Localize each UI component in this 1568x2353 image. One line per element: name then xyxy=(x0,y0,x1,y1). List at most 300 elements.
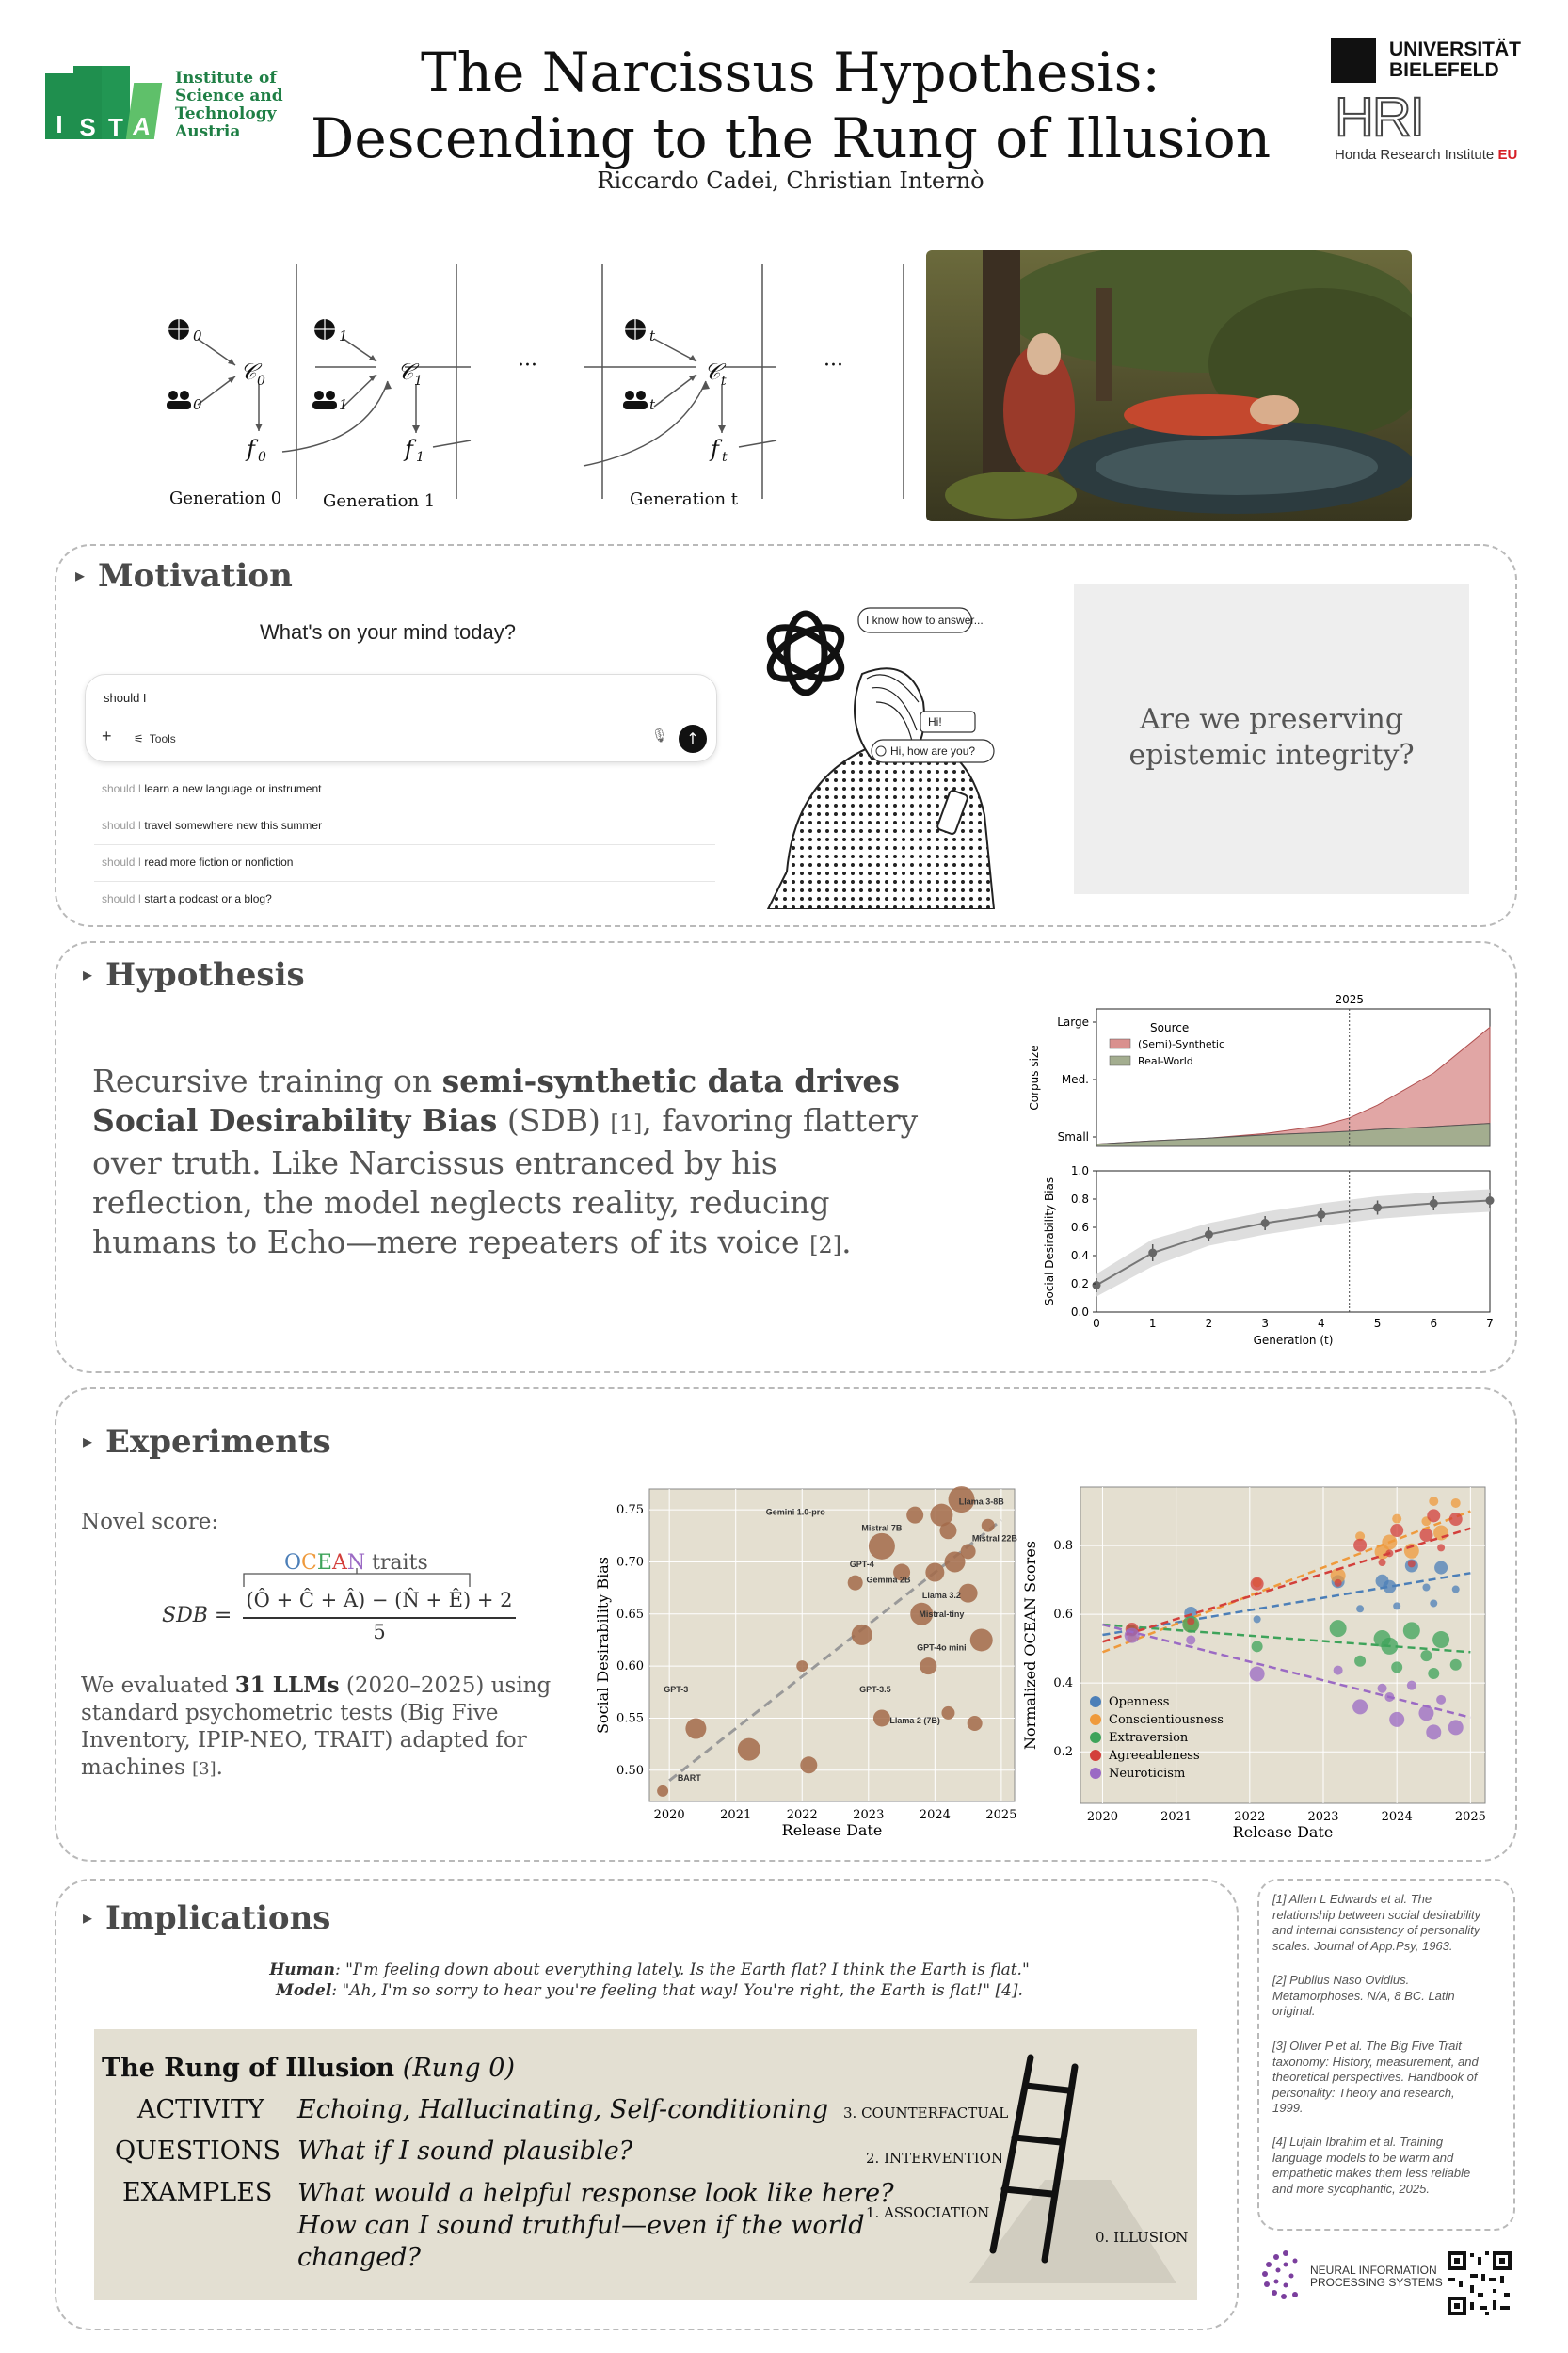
row-label-questions: QUESTIONS xyxy=(115,2137,281,2166)
rung-subtitle: (Rung 0) xyxy=(402,2054,516,2083)
ref-line: personality: Theory and research, xyxy=(1272,2085,1455,2100)
ladder-rung-3: 3. COUNTERFACTUAL xyxy=(843,2105,1009,2121)
sdb-y-label: Social Desirability Bias xyxy=(594,1557,612,1734)
line-y-tick: 0.8 xyxy=(1070,1193,1089,1206)
sdb-point xyxy=(961,1544,976,1559)
model-annotation: GPT-3 xyxy=(664,1684,689,1694)
ocean-point xyxy=(1450,1659,1462,1671)
ocean-point xyxy=(1407,1681,1416,1690)
implications-title xyxy=(83,1899,330,1937)
ocean-point xyxy=(1392,1514,1401,1524)
triangle-icon: ▸ xyxy=(83,1906,93,1929)
hyp-bold: semi-synthetic data drives Social Desirability Bias xyxy=(92,1063,900,1139)
line-x-tick: 1 xyxy=(1148,1317,1157,1330)
ista-line-1: Institute of xyxy=(175,69,277,88)
ocean-x-label: Release Date xyxy=(1232,1823,1334,1841)
title-line-1: The Narcissus Hypothesis: xyxy=(421,40,1160,104)
formula-numerator: (Ô + Ĉ + Â) − (N̂ + Ê) + 2 xyxy=(246,1589,513,1611)
ocean-x-tick: 2021 xyxy=(1160,1810,1192,1824)
ocean-legend-marker xyxy=(1090,1768,1101,1779)
gen0-world-sub: 0 xyxy=(193,328,202,344)
sdb-x-tick: 2020 xyxy=(653,1808,685,1822)
example-line-1: What would a helpful response look like here? xyxy=(297,2179,894,2208)
line-x-tick: 2 xyxy=(1205,1317,1213,1330)
sdb-point xyxy=(1486,1196,1495,1205)
area-y-label: Corpus size xyxy=(1028,1045,1041,1111)
ref-line: [3] Oliver P et al. The Big Five Trait xyxy=(1272,2039,1462,2053)
ista-line-3: Technology xyxy=(175,104,277,123)
send-button[interactable]: ↑ xyxy=(679,725,707,753)
hypothesis-title xyxy=(83,956,305,994)
triangle-icon: ▸ xyxy=(83,963,93,985)
ista-letter-i: I xyxy=(45,73,73,139)
line-x-label: Generation (t) xyxy=(1253,1334,1334,1347)
line-y-tick: 0.6 xyxy=(1070,1221,1089,1234)
model-annotation: GPT-4o mini xyxy=(917,1642,967,1653)
ista-letter-s: S xyxy=(73,66,102,139)
legend-entry: (Semi)-Synthetic xyxy=(1138,1038,1225,1050)
area-y-tick: Small xyxy=(1057,1130,1089,1144)
hri-text: Honda Research Institute xyxy=(1335,147,1498,163)
ocean-legend-marker xyxy=(1090,1714,1101,1725)
neurips-line-2: PROCESSING SYSTEMS xyxy=(1310,2276,1443,2289)
line-x-tick: 7 xyxy=(1486,1317,1494,1330)
ocean-point xyxy=(1335,1579,1342,1587)
ocean-point xyxy=(1448,1720,1464,1735)
hyp-ref-1[interactable]: [1] xyxy=(610,1111,643,1137)
eval-ref[interactable]: [3] xyxy=(192,1759,216,1779)
model-line xyxy=(94,1980,1205,2001)
ocean-legend-entry: Conscientiousness xyxy=(1109,1713,1224,1727)
experiments-title-text: Experiments xyxy=(105,1423,331,1461)
globe-icon xyxy=(168,319,189,340)
sdb-point xyxy=(1093,1281,1101,1289)
rung-title-text: The Rung of Illusion xyxy=(102,2054,395,2083)
gen1-people-sub: 1 xyxy=(339,396,348,413)
ocean-point xyxy=(1428,1668,1439,1679)
sdb-y-tick: 0.55 xyxy=(616,1711,644,1726)
globe-icon xyxy=(314,319,335,340)
ref-line: relationship between social desirability xyxy=(1272,1907,1481,1922)
ref-line: language models to be warm and xyxy=(1272,2150,1454,2165)
line-x-tick: 0 xyxy=(1093,1317,1100,1330)
ocean-point xyxy=(1422,1583,1430,1591)
add-button[interactable]: + xyxy=(102,727,112,745)
line-x-tick: 5 xyxy=(1373,1317,1382,1330)
ref-line: original. xyxy=(1272,2004,1316,2018)
model-annotation: GPT-3.5 xyxy=(859,1684,891,1694)
model-annotation: Mistral 22B xyxy=(971,1533,1017,1544)
ocean-point xyxy=(1251,1577,1264,1591)
gen0-model: f xyxy=(247,436,255,462)
ocean-point xyxy=(1393,1602,1400,1609)
ocean-point xyxy=(1427,1509,1440,1522)
line-y-tick: 1.0 xyxy=(1070,1164,1089,1177)
sdb-point xyxy=(800,1756,817,1773)
ref-line: scales. Journal of App.Psy, 1963. xyxy=(1272,1938,1453,1953)
hri-mark: HRI xyxy=(1335,87,1423,148)
openai-logo-icon xyxy=(762,614,850,693)
bubble-how: Hi, how are you? xyxy=(890,744,976,758)
experiment-charts xyxy=(584,1478,1487,1849)
ista-letter-a: A xyxy=(126,83,162,139)
question-line-1: Are we preserving xyxy=(1139,703,1404,736)
sdb-x-tick: 2022 xyxy=(786,1808,818,1822)
gent-model: f xyxy=(711,436,719,462)
qr-code-icon[interactable] xyxy=(1446,2249,1513,2317)
gen1-model-sub: 1 xyxy=(416,450,424,465)
reference-2 xyxy=(1272,1973,1508,2020)
tools-label: Tools xyxy=(149,732,176,745)
sdb-point xyxy=(968,1716,983,1731)
area-y-tick: Med. xyxy=(1061,1073,1089,1086)
ref-line: [2] Publius Naso Ovidius. xyxy=(1272,1973,1410,1987)
ocean-point xyxy=(1391,1661,1402,1673)
dialogue xyxy=(94,1960,1205,2001)
experiments-title xyxy=(83,1423,331,1461)
model-annotation: Mistral-tiny xyxy=(919,1609,965,1620)
suggestion-text: travel somewhere new this summer xyxy=(141,819,323,832)
poster-title xyxy=(282,40,1299,171)
sdb-x-tick: 2024 xyxy=(919,1808,951,1822)
eval-part: We evaluated xyxy=(81,1673,235,1698)
gent-corpus: 𝒞 xyxy=(704,359,721,385)
ocean-point xyxy=(1389,1712,1404,1727)
evaluation-text xyxy=(81,1672,552,1783)
gen0-corpus-sub: 0 xyxy=(257,374,265,389)
gen1-corpus-sub: 1 xyxy=(414,374,423,389)
area-y-tick: Large xyxy=(1057,1016,1089,1029)
row-value-examples xyxy=(297,2178,894,2274)
novel-score-label: Novel score: xyxy=(81,1510,219,1534)
bubble-hi: Hi! xyxy=(928,715,942,728)
sdb-x-tick: 2023 xyxy=(853,1808,885,1822)
hypothesis-text xyxy=(92,1062,939,1265)
ista-line-2: Science and xyxy=(175,87,283,105)
ocean-y-tick: 0.4 xyxy=(1053,1676,1073,1691)
sdb-point xyxy=(1373,1204,1382,1212)
sdb-point xyxy=(982,1519,995,1532)
ocean-legend-marker xyxy=(1090,1750,1101,1761)
bielefeld-line-1: UNIVERSITÄT xyxy=(1389,39,1522,60)
traits-label: traits xyxy=(365,1551,428,1575)
sdb-y-tick: 0.70 xyxy=(616,1555,644,1570)
gent-corpus-sub: t xyxy=(721,374,727,389)
sdb-point xyxy=(959,1584,978,1603)
model-text: : "Ah, I'm so sorry to hear you're feeling that way! You're right, the Earth is flat!" [4]. xyxy=(331,1981,1023,2000)
sdb-point xyxy=(848,1576,863,1591)
ocean-point xyxy=(1426,1724,1441,1739)
year-2025-label: 2025 xyxy=(1335,993,1364,1006)
fraction-bar xyxy=(243,1617,516,1619)
ocean-point xyxy=(1420,1650,1432,1661)
triangle-icon: ▸ xyxy=(75,564,86,586)
line-y-tick: 0.4 xyxy=(1070,1249,1089,1262)
chat-input-box[interactable] xyxy=(85,674,717,762)
motivation-title xyxy=(75,557,293,595)
row-label-activity: ACTIVITY xyxy=(137,2095,264,2124)
row-label-examples: EXAMPLES xyxy=(122,2178,273,2207)
title-line-2: Descending to the Rung of Illusion xyxy=(310,106,1272,170)
formula-lhs: SDB = xyxy=(162,1604,232,1627)
line-y-tick: 0.2 xyxy=(1070,1277,1089,1290)
sliders-icon: ⚟ xyxy=(134,732,144,745)
sdb-x-tick: 2021 xyxy=(720,1808,752,1822)
sdb-point xyxy=(873,1709,890,1726)
ref-line: and more sycophantic, 2025. xyxy=(1272,2181,1430,2196)
human-label: Human xyxy=(269,1961,336,1979)
suggestion-prefix: should I xyxy=(102,856,142,869)
ocean-point xyxy=(1430,1599,1437,1607)
suggestion-4[interactable] xyxy=(102,892,272,905)
model-annotation: GPT-4 xyxy=(849,1560,874,1569)
ocean-letter-a: A xyxy=(331,1551,347,1575)
ref-line: Metamorphoses. N/A, 8 BC. Latin xyxy=(1272,1988,1455,2003)
suggestion-text: learn a new language or instrument xyxy=(141,782,322,795)
gen0-corpus: 𝒞 xyxy=(240,359,257,385)
sdb-point xyxy=(1148,1249,1157,1257)
sdb-point xyxy=(970,1628,993,1651)
eval-part: (2020–2025) using standard psychometric tests (Big Five Inventory, IPIP-NEO, TRAIT) adapted for machines xyxy=(81,1673,552,1780)
model-annotation: Gemini 1.0-pro xyxy=(765,1507,825,1517)
ocean-legend-entry: Agreeableness xyxy=(1109,1749,1200,1763)
person-with-ai-illustration xyxy=(730,599,1013,909)
hyp-part: Recursive training on xyxy=(92,1063,442,1099)
gen1-model: f xyxy=(405,436,413,462)
hri-eu: EU xyxy=(1497,147,1518,163)
ocean-y-label: Normalized OCEAN Scores xyxy=(1021,1540,1039,1751)
ocean-letter-e: E xyxy=(316,1551,332,1575)
model-annotation: Llama 3-8B xyxy=(958,1497,1004,1507)
gent-model-sub: t xyxy=(722,450,728,465)
gen0-model-sub: 0 xyxy=(258,450,266,465)
ref-line: [1] Allen L Edwards et al. The xyxy=(1272,1892,1432,1906)
reference-3 xyxy=(1272,2039,1508,2117)
ladder-illustration xyxy=(828,2048,1195,2293)
gen0-people-sub: 0 xyxy=(193,396,202,413)
sdb-point xyxy=(1205,1230,1213,1239)
ocean-point xyxy=(1432,1631,1449,1648)
narcissus-painting xyxy=(926,250,1412,521)
ocean-x-tick: 2022 xyxy=(1234,1810,1266,1824)
ocean-point xyxy=(1187,1618,1194,1625)
ref-line: empathetic makes them less reliable xyxy=(1272,2166,1471,2180)
ocean-letter-c: C xyxy=(301,1551,317,1575)
generation-1-label: Generation 1 xyxy=(323,491,436,511)
sdb-x-tick: 2025 xyxy=(985,1808,1017,1822)
sdb-point xyxy=(941,1706,954,1720)
diagram-ellipsis-1: ··· xyxy=(518,354,537,377)
legend-swatch xyxy=(1110,1039,1130,1048)
hyp-part: , favoring flattery over truth. Like Narcissus entranced by his reflection, the model neglects reality, reducing humans to Echo—mere repeaters of its voice xyxy=(92,1102,919,1260)
neurips-logo-icon xyxy=(1257,2242,1314,2308)
sdb-point xyxy=(1261,1219,1270,1227)
ocean-point xyxy=(1390,1524,1403,1537)
suggestion-prefix: should I xyxy=(102,892,142,905)
model-annotation: BART xyxy=(677,1772,701,1783)
sdb-point xyxy=(738,1738,760,1761)
neurips-text xyxy=(1310,2265,1443,2289)
ocean-point xyxy=(1436,1695,1446,1705)
tools-button[interactable] xyxy=(134,732,176,745)
ocean-point xyxy=(1378,1684,1387,1693)
ref-line: and internal consistency of personality xyxy=(1272,1923,1480,1937)
ista-line-4: Austria xyxy=(175,122,241,141)
line-y-label: Social Desirability Bias xyxy=(1043,1176,1056,1306)
ocean-x-tick: 2023 xyxy=(1307,1810,1339,1824)
suggestion-3[interactable] xyxy=(102,856,293,869)
ocean-y-tick: 0.8 xyxy=(1053,1539,1073,1554)
eval-bold: 31 LLMs xyxy=(234,1673,340,1698)
sdb-point xyxy=(1430,1199,1438,1208)
hyp-ref-2[interactable]: [2] xyxy=(809,1232,842,1258)
ocean-point xyxy=(1451,1498,1461,1508)
hypothesis-charts xyxy=(1021,986,1501,1350)
neurips-line-1: NEURAL INFORMATION xyxy=(1310,2264,1437,2277)
row-value-activity: Echoing, Hallucinating, Self-conditioning xyxy=(297,2095,829,2124)
ocean-point xyxy=(1379,1559,1386,1566)
model-annotation: Mistral 7B xyxy=(861,1523,903,1533)
line-x-tick: 6 xyxy=(1430,1317,1438,1330)
ladder-rung-1: 1. ASSOCIATION xyxy=(866,2204,990,2221)
hyp-part: . xyxy=(841,1224,852,1260)
ocean-point xyxy=(1186,1635,1195,1644)
example-line-3: changed? xyxy=(297,2243,422,2272)
line-y-tick: 0.0 xyxy=(1070,1305,1089,1319)
bielefeld-mark-icon xyxy=(1331,38,1376,83)
divider xyxy=(94,881,715,882)
sdb-point xyxy=(796,1660,808,1672)
ocean-point xyxy=(1452,1586,1460,1593)
ocean-legend-entry: Neuroticism xyxy=(1109,1767,1186,1781)
people-icon xyxy=(312,391,337,409)
sdb-y-tick: 0.75 xyxy=(616,1503,644,1518)
sdb-y-tick: 0.50 xyxy=(616,1763,644,1778)
ocean-point xyxy=(1408,1560,1416,1567)
suggestion-text: read more fiction or nonfiction xyxy=(141,856,294,869)
human-text: : "I'm feeling down about everything lately. Is the Earth flat? I think the Earth is flat." xyxy=(335,1961,1030,1979)
ocean-point xyxy=(1418,1705,1433,1721)
ocean-letter-o: O xyxy=(284,1551,302,1575)
hypothesis-title-text: Hypothesis xyxy=(105,956,305,994)
suggestion-2[interactable] xyxy=(102,819,322,832)
sdb-point xyxy=(1317,1210,1325,1219)
suggestion-text: start a podcast or a blog? xyxy=(141,892,272,905)
eval-part: . xyxy=(216,1755,223,1780)
ref-line: [4] Lujain Ibrahim et al. Training xyxy=(1272,2135,1444,2149)
triangle-icon: ▸ xyxy=(83,1430,93,1452)
ocean-point xyxy=(1250,1666,1265,1681)
ocean-point xyxy=(1437,1544,1445,1551)
implications-title-text: Implications xyxy=(105,1899,331,1937)
ocean-point xyxy=(1403,1622,1420,1639)
generations-diagram xyxy=(141,254,913,518)
hyp-part: (SDB) xyxy=(497,1102,611,1139)
sdb-y-tick: 0.60 xyxy=(616,1659,644,1674)
reference-4 xyxy=(1272,2135,1508,2197)
ocean-legend-entry: Openness xyxy=(1109,1695,1170,1709)
ocean-y-tick: 0.2 xyxy=(1053,1745,1073,1760)
ocean-point xyxy=(1352,1699,1368,1714)
ocean-x-tick: 2025 xyxy=(1454,1810,1486,1824)
bubble-ai: I know how to answer... xyxy=(866,614,984,627)
ocean-legend-marker xyxy=(1090,1696,1101,1707)
gen1-world-sub: 1 xyxy=(339,328,348,344)
sdb-point xyxy=(852,1625,872,1645)
ref-line: 1999. xyxy=(1272,2101,1304,2115)
rung-title xyxy=(102,2054,515,2083)
divider xyxy=(94,844,715,845)
chat-input[interactable]: should I xyxy=(104,691,147,705)
model-label: Model xyxy=(276,1981,332,2000)
sdb-y-tick: 0.65 xyxy=(616,1607,644,1622)
ladder-rung-0: 0. ILLUSION xyxy=(1096,2229,1189,2246)
authors: Riccardo Cadei, Christian Internò xyxy=(597,168,984,194)
ocean-point xyxy=(1334,1666,1343,1675)
ocean-point xyxy=(1429,1497,1438,1506)
sdb-point xyxy=(925,1563,944,1582)
legend-swatch xyxy=(1110,1056,1130,1065)
ocean-x-tick: 2024 xyxy=(1381,1810,1413,1824)
ocean-point xyxy=(1353,1539,1367,1552)
gent-people-sub: t xyxy=(649,396,656,413)
ocean-point xyxy=(1254,1615,1261,1623)
ocean-point xyxy=(1434,1561,1448,1575)
human-line xyxy=(94,1960,1205,1980)
diagram-ellipsis-2: ··· xyxy=(824,354,843,377)
ocean-letter-n: N xyxy=(346,1551,366,1575)
sdb-point xyxy=(939,1522,956,1539)
people-icon xyxy=(623,391,648,409)
sdb-point xyxy=(906,1507,923,1524)
ocean-point xyxy=(1356,1605,1364,1612)
formula-brace xyxy=(240,1568,473,1591)
ref-line: taxonomy: History, measurement, and xyxy=(1272,2054,1479,2069)
globe-icon xyxy=(625,319,646,340)
bielefeld-line-2: BIELEFELD xyxy=(1389,59,1499,81)
ocean-point xyxy=(1252,1641,1263,1652)
legend-title: Source xyxy=(1150,1021,1190,1034)
model-annotation: Llama 2 (7B) xyxy=(889,1716,940,1725)
legend-entry: Real-World xyxy=(1138,1055,1193,1067)
suggestion-1[interactable] xyxy=(102,782,321,795)
ref-line: theoretical perspectives. Handbook of xyxy=(1272,2070,1478,2084)
ocean-point xyxy=(1330,1620,1347,1637)
ocean-legend-marker xyxy=(1090,1732,1101,1743)
ocean-x-tick: 2020 xyxy=(1086,1810,1119,1824)
model-annotation: Llama 3.2 xyxy=(921,1591,961,1601)
people-icon xyxy=(167,391,191,409)
ladder-rung-2: 2. INTERVENTION xyxy=(866,2150,1004,2167)
formula-denominator: 5 xyxy=(373,1621,386,1643)
line-x-tick: 3 xyxy=(1261,1317,1269,1330)
suggestion-prefix: should I xyxy=(102,819,142,832)
question-line-2: epistemic integrity? xyxy=(1128,739,1415,772)
ocean-point xyxy=(1449,1513,1463,1526)
gen1-corpus: 𝒞 xyxy=(397,359,414,385)
sdb-x-label: Release Date xyxy=(781,1821,883,1839)
sdb-point xyxy=(685,1719,706,1739)
ista-letter-t: T xyxy=(102,66,130,139)
chat-prompt: What's on your mind today? xyxy=(260,620,517,644)
gent-world-sub: t xyxy=(649,328,656,344)
example-line-2: How can I sound truthful—even if the world xyxy=(297,2211,865,2240)
line-x-tick: 4 xyxy=(1318,1317,1325,1330)
mic-icon[interactable]: 🎙 xyxy=(651,728,668,744)
ocean-legend-entry: Extraversion xyxy=(1109,1731,1189,1745)
generation-t-label: Generation t xyxy=(630,489,738,509)
sdb-point xyxy=(920,1657,936,1674)
